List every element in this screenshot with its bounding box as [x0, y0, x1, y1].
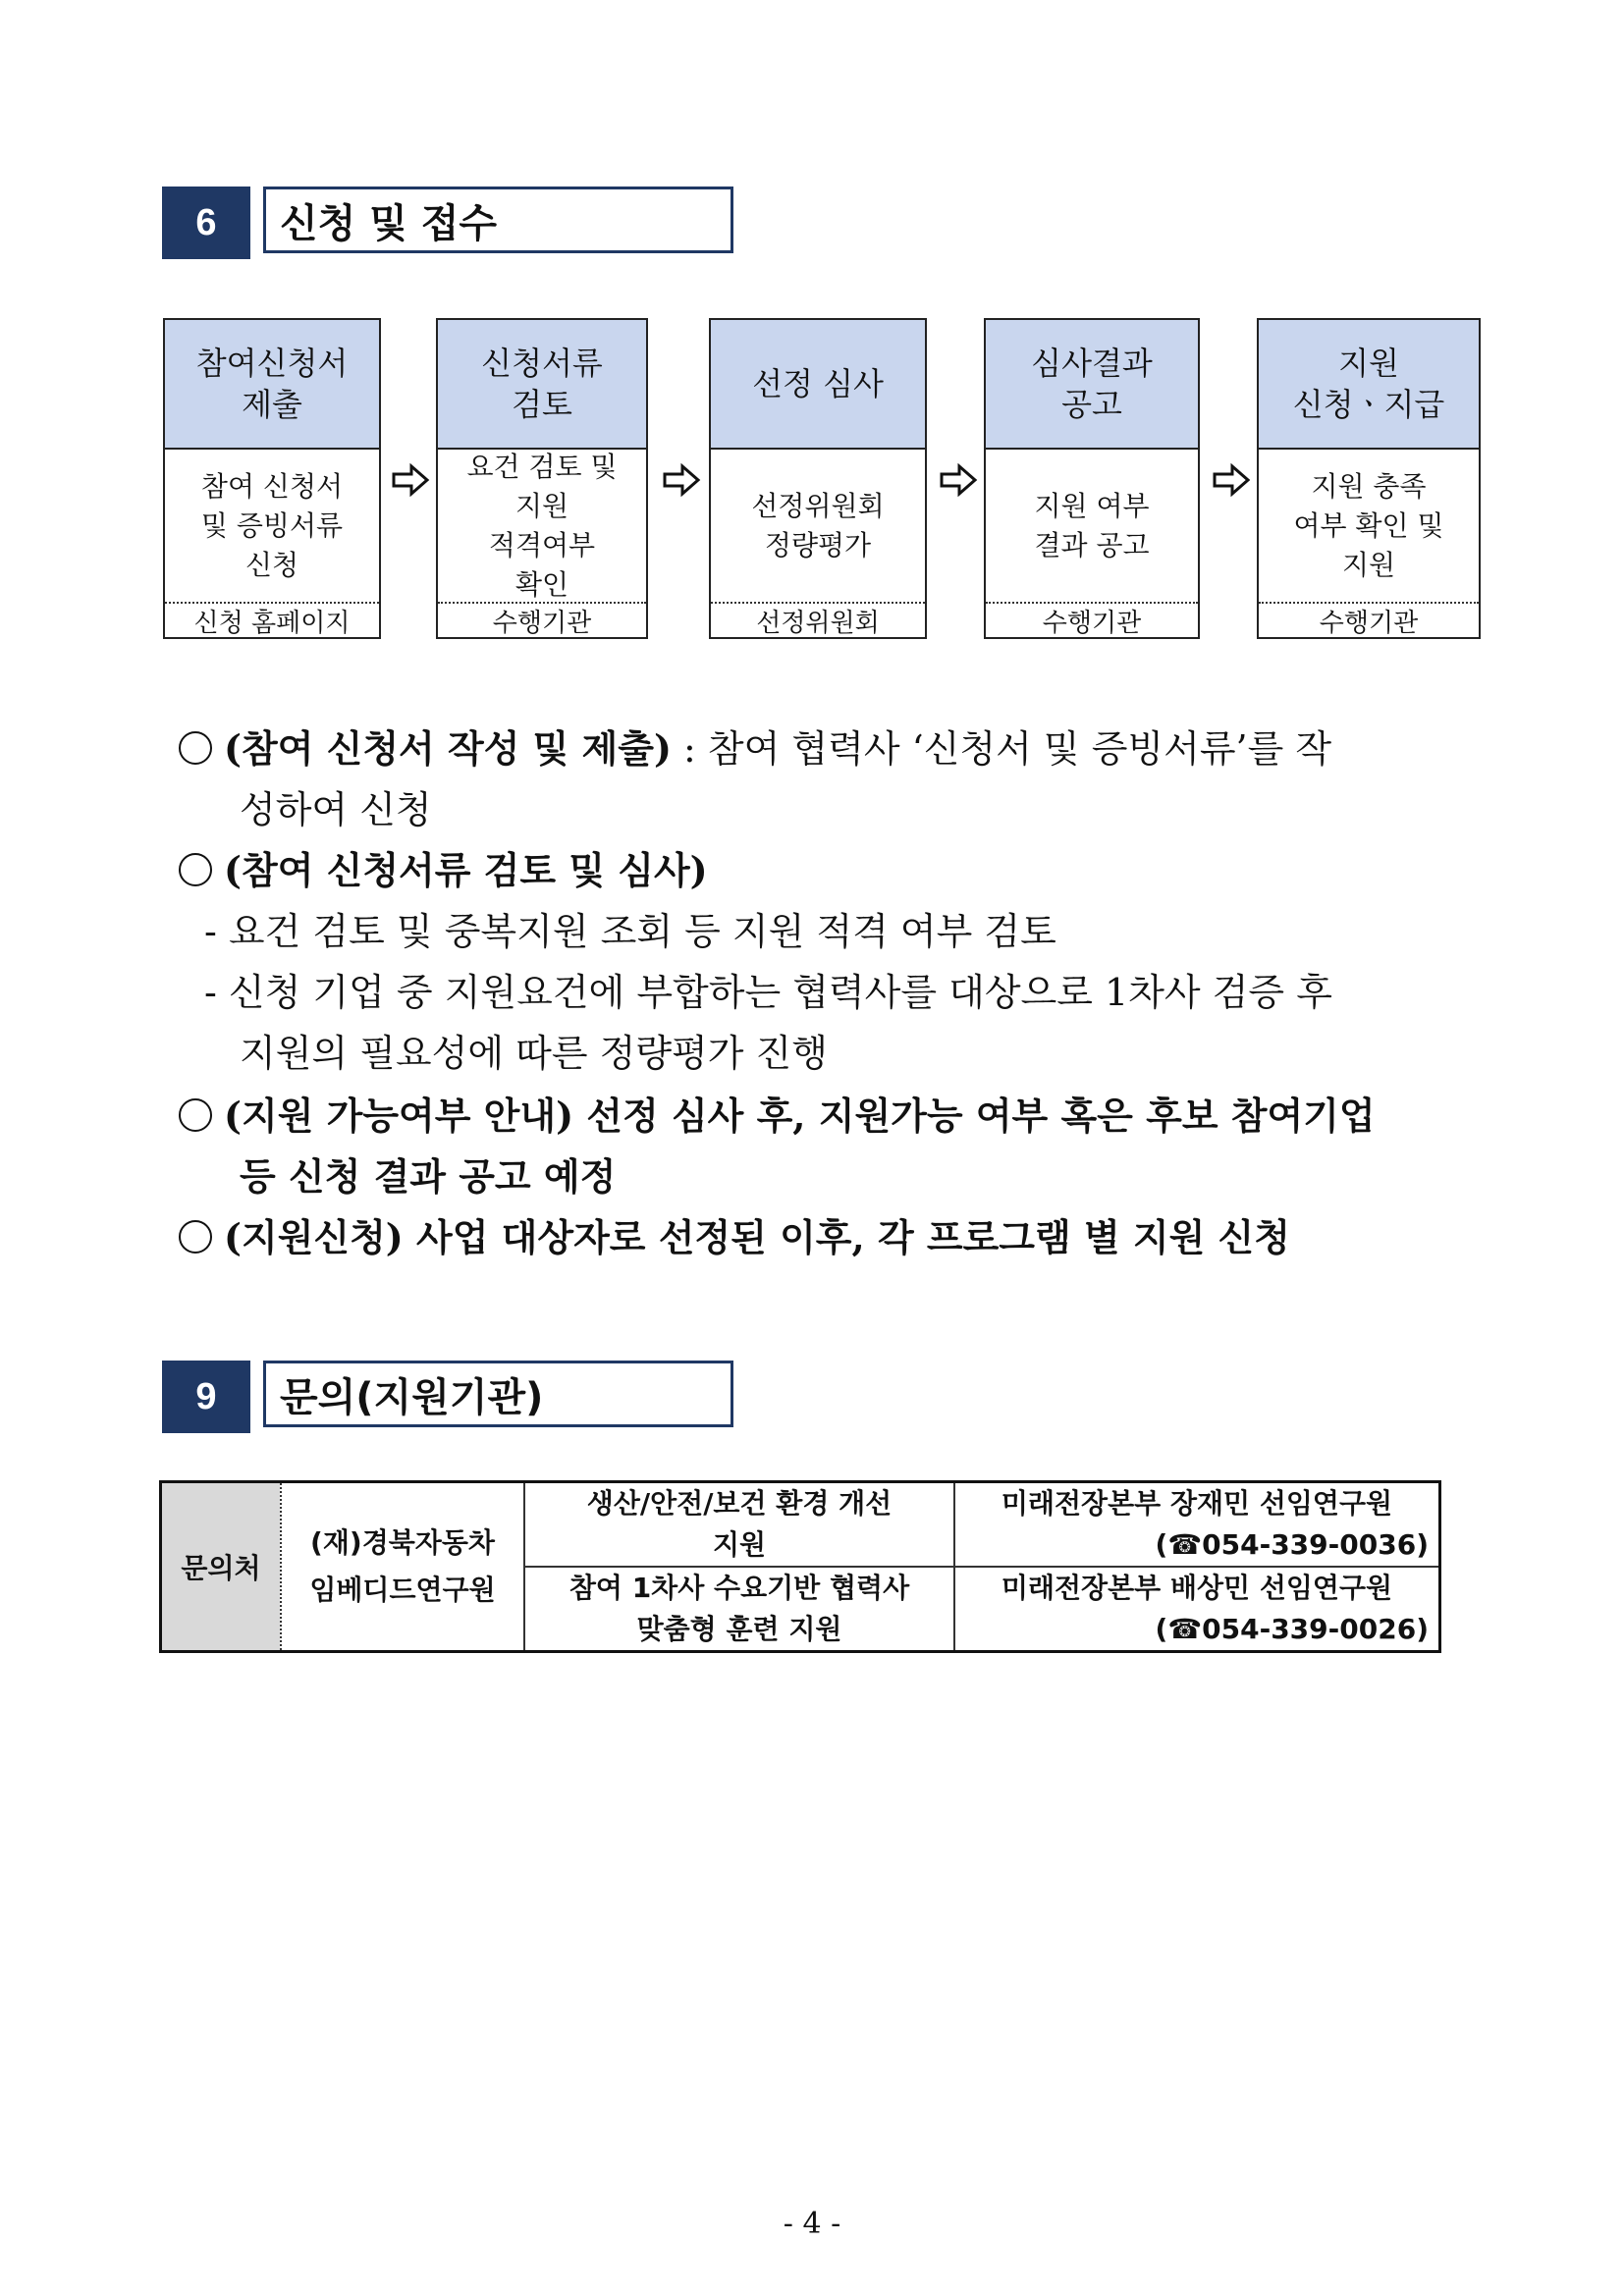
program-2-line2: 맞춤형 훈련 지원 — [636, 1613, 842, 1645]
program-cell-2 — [525, 1568, 953, 1650]
person-cell-1 — [955, 1483, 1438, 1566]
arrow-right-icon — [391, 463, 430, 497]
person-cell-2 — [955, 1568, 1438, 1650]
circle-bullet-icon — [179, 1220, 212, 1254]
process-step-1-foot: 신청 홈페이지 — [165, 602, 379, 637]
process-step-2-body: 요건 검토 및 지원 적격여부 확인 — [466, 451, 618, 601]
process-step-4-head: 심사결과 공고 — [986, 320, 1198, 450]
arrow-right-icon — [939, 463, 978, 497]
section-title-contact: 문의(지원기관) — [263, 1361, 733, 1427]
process-step-4 — [984, 318, 1200, 639]
process-step-5-head: 지원 신청ㆍ지급 — [1259, 320, 1479, 450]
bullet-1-heading: (참여 신청서 작성 및 제출) — [224, 726, 672, 771]
page-number: - 4 - — [783, 2207, 841, 2241]
bullet-4-text: (지원신청) 사업 대상자로 선정된 이후, 각 프로그램 별 지원 신청 — [224, 1215, 1290, 1259]
bullet-3-cont: 등 신청 결과 공고 예정 — [240, 1154, 617, 1199]
process-step-4-body: 지원 여부 결과 공고 — [1034, 490, 1150, 561]
bullet-1-text: : 참여 협력사 ‘신청서 및 증빙서류’를 작 — [671, 727, 1332, 771]
circle-bullet-icon — [179, 1098, 212, 1132]
process-step-3-body: 선정위원회 정량평가 — [751, 490, 885, 561]
person-2-phone: (☎054-339-0026) — [1155, 1613, 1429, 1645]
program-cell-1 — [525, 1483, 953, 1566]
circle-bullet-icon — [179, 853, 212, 886]
bullet-3 — [179, 1092, 1376, 1141]
program-2-line1: 참여 1차사 수요기반 협력사 — [568, 1572, 910, 1604]
section-title-application: 신청 및 접수 — [263, 187, 733, 253]
process-step-1-body: 참여 신청서 및 증빙서류 신청 — [200, 470, 344, 581]
contact-label: 문의처 — [162, 1483, 280, 1650]
process-step-5 — [1257, 318, 1481, 639]
bullet-2-dash-2-cont: 지원의 필요성에 따른 정량평가 진행 — [240, 1032, 828, 1075]
bullet-2-dash-1: - 요건 검토 및 중복지원 조회 등 지원 적격 여부 검토 — [204, 910, 1056, 953]
process-step-3-head: 선정 심사 — [711, 320, 925, 450]
process-step-4-foot: 수행기관 — [986, 602, 1198, 637]
section-number-6: 6 — [162, 187, 250, 259]
process-step-3-foot: 선정위원회 — [711, 602, 925, 637]
arrow-right-icon — [1212, 463, 1251, 497]
contact-org — [282, 1483, 523, 1650]
bullet-2-dash-2: - 신청 기업 중 지원요건에 부합하는 협력사를 대상으로 1차사 검증 후 — [204, 971, 1332, 1014]
circle-bullet-icon — [179, 731, 212, 765]
arrow-right-icon — [662, 463, 701, 497]
process-step-2-foot: 수행기관 — [438, 602, 646, 637]
contact-org-line1: (재)경북자동차 — [310, 1526, 495, 1559]
contact-org-line2: 임베디드연구원 — [309, 1574, 496, 1606]
process-step-3 — [709, 318, 927, 639]
process-step-2-head: 신청서류 검토 — [438, 320, 646, 450]
bullet-1-cont: 성하여 신청 — [240, 788, 432, 831]
person-2-name: 미래전장본부 배상민 선임연구원 — [1001, 1572, 1393, 1604]
bullet-2 — [179, 846, 708, 895]
bullet-1 — [179, 724, 1331, 774]
process-step-1-head: 참여신청서 제출 — [165, 320, 379, 450]
process-step-5-body: 지원 충족 여부 확인 및 지원 — [1293, 470, 1444, 581]
section-number-9: 9 — [162, 1361, 250, 1433]
person-1-name: 미래전장본부 장재민 선임연구원 — [1001, 1487, 1393, 1520]
program-1-line2: 지원 — [712, 1528, 767, 1561]
process-step-5-foot: 수행기관 — [1259, 602, 1479, 637]
program-1-line1: 생산/안전/보건 환경 개선 — [586, 1487, 893, 1520]
bullet-3-text: (지원 가능여부 안내) 선정 심사 후, 지원가능 여부 혹은 후보 참여기업 — [224, 1094, 1376, 1138]
bullet-4 — [179, 1213, 1290, 1262]
process-step-1 — [163, 318, 381, 639]
bullet-2-heading: (참여 신청서류 검토 및 심사) — [224, 848, 708, 892]
person-1-phone: (☎054-339-0036) — [1155, 1528, 1429, 1561]
process-step-2 — [436, 318, 648, 639]
contact-table — [159, 1480, 1441, 1653]
